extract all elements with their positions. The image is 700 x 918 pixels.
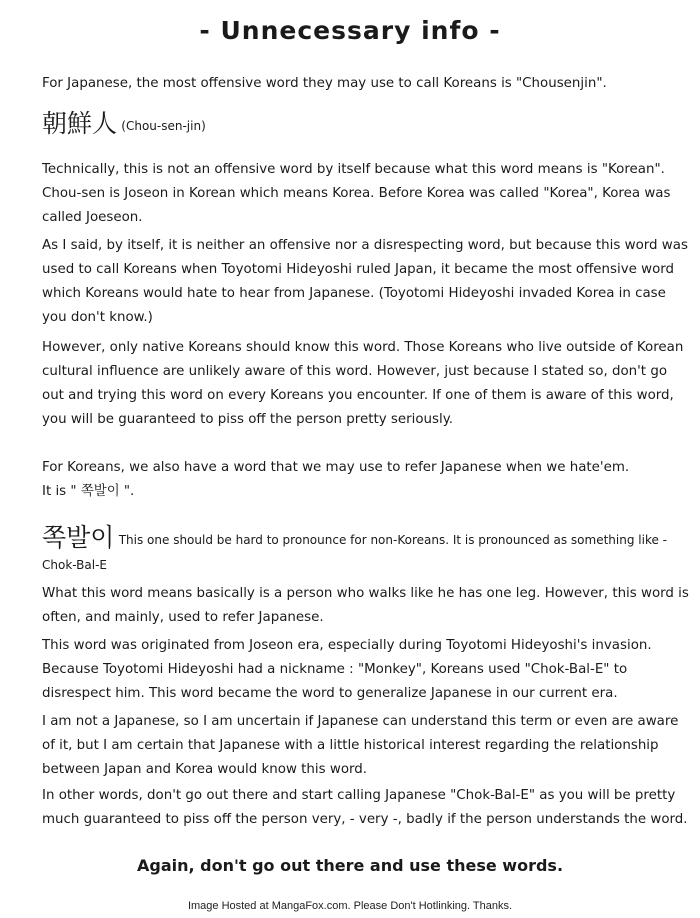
paragraph-not-japanese: I am not a Japanese, so I am uncertain if Japanese can understand this term or even are aware of it, but I am certain that Japanese with a little historical interest regarding the relationship between Japan and Korea would know this word. xyxy=(42,714,679,777)
paragraph-origin: This word was originated from Joseon era, especially during Toyotomi Hideyoshi's invasion. Because Toyotomi Hideyoshi had a nickname : "Monkey", Koreans used "Chok-Bal-E" to disrespect him. This word became the word to generalize Japanese in our current era. xyxy=(42,638,652,701)
hangul-word: 쪽발이 xyxy=(42,523,115,552)
closing-statement: Again, don't go out there and use these words. xyxy=(136,856,564,875)
kanji-line xyxy=(42,109,692,139)
paragraph-technically: Technically, this is not an offensive word by itself because what this word means is "Korean". Chou-sen is Joseon in Korean which means Korea. Before Korea was called "Korea", Korea was called Joeseon. xyxy=(42,162,671,225)
hangul-note: This one should be hard to pronounce for non-Koreans. It is pronounced as something like - Chok-Bal-E xyxy=(42,533,667,572)
kanji-reading: (Chou-sen-jin) xyxy=(121,119,206,133)
paragraph-intro: For Japanese, the most offensive word they may use to call Koreans is "Chousenjin". xyxy=(42,76,607,91)
paragraph-in-other-words: In other words, don't go out there and start calling Japanese "Chok-Bal-E" as you will be pretty much guaranteed to piss off the person very, - very -, badly if the person understands the word. xyxy=(42,788,688,827)
koreans-word-line-1: For Koreans, we also have a word that we may use to refer Japanese when we hate'em. xyxy=(42,460,630,475)
paragraph-however: However, only native Koreans should know this word. Those Koreans who live outside of Korean cultural influence are unlikely aware of this word. However, just because I stated so, don't go out and trying this word on every Koreans you encounter. If one of them is aware of this word, you will be guaranteed to piss off the person pretty seriously. xyxy=(42,340,684,427)
hosting-footer: Image Hosted at MangaFox.com. Please Don't Hotlinking. Thanks. xyxy=(187,900,513,912)
page-title: - Unnecessary info - xyxy=(199,16,501,45)
paragraph-meaning: What this word means basically is a person who walks like he has one leg. However, this word is often, and mainly, used to refer Japanese. xyxy=(42,586,689,625)
kanji-word: 朝鮮人 xyxy=(42,109,118,138)
paragraph-koreans-word xyxy=(42,456,692,504)
hangul-line xyxy=(42,523,692,578)
paragraph-as-i-said: As I said, by itself, it is neither an offensive nor a disrespecting word, but because this word was used to call Koreans when Toyotomi Hideyoshi ruled Japan, it became the most offensive word which Koreans would hate to hear from Japanese. (Toyotomi Hideyoshi invaded Korea in case you don't know.) xyxy=(42,238,688,325)
koreans-word-line-2: It is " 쪽발이 ". xyxy=(42,484,135,499)
